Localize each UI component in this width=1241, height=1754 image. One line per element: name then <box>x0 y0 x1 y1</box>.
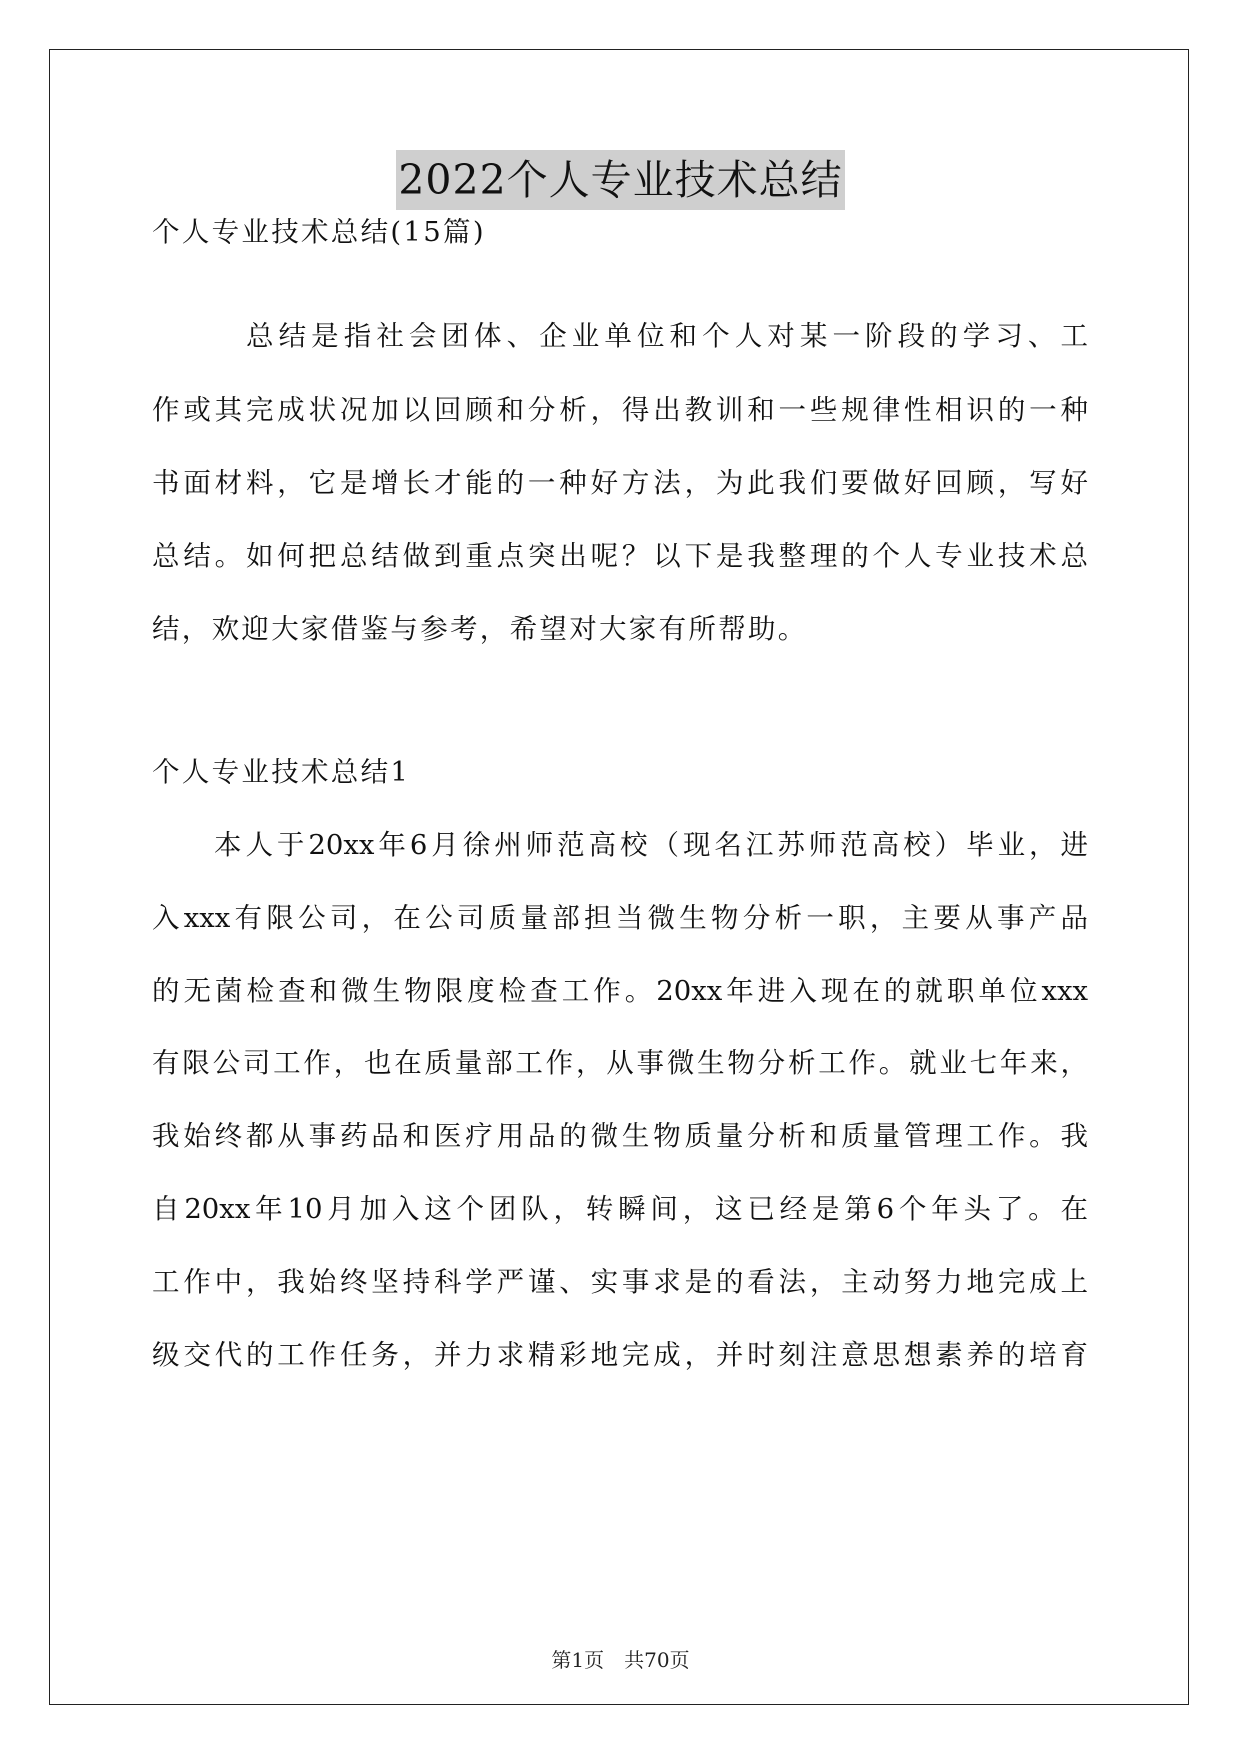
section-heading: 个人专业技术总结1 <box>152 756 411 788</box>
body-line: 本人于20xx年6月徐州师范高校（现名江苏师范高校）毕业，进 <box>214 829 1088 861</box>
document-subtitle: 个人专业技术总结(15篇) <box>152 216 486 248</box>
intro-line: 作或其完成状况加以回顾和分析，得出教训和一些规律性相识的一种 <box>152 394 1088 426</box>
body-line: 自20xx年10月加入这个团队，转瞬间，这已经是第6个年头了。在 <box>152 1193 1088 1225</box>
document-title <box>0 150 1241 210</box>
intro-line: 书面材料，它是增长才能的一种好方法，为此我们要做好回顾，写好 <box>152 467 1088 499</box>
intro-line: 总结是指社会团体、企业单位和个人对某一阶段的学习、工 <box>246 320 1088 352</box>
intro-line: 总结。如何把总结做到重点突出呢？以下是我整理的个人专业技术总 <box>152 540 1088 572</box>
page-footer: 第1页 共70页 <box>551 1648 690 1672</box>
body-line: 有限公司工作，也在质量部工作，从事微生物分析工作。就业七年来， <box>152 1047 1088 1079</box>
body-line: 入xxx有限公司，在公司质量部担当微生物分析一职，主要从事产品 <box>152 902 1088 934</box>
document-title-text: 2022个人专业技术总结 <box>396 150 844 210</box>
body-line: 工作中，我始终坚持科学严谨、实事求是的看法，主动努力地完成上 <box>152 1266 1088 1298</box>
body-line: 的无菌检查和微生物限度检查工作。20xx年进入现在的就职单位xxx <box>152 975 1088 1007</box>
page-border <box>49 49 1189 1705</box>
body-line: 我始终都从事药品和医疗用品的微生物质量分析和质量管理工作。我 <box>152 1120 1088 1152</box>
intro-line: 结，欢迎大家借鉴与参考，希望对大家有所帮助。 <box>152 613 808 645</box>
body-line: 级交代的工作任务，并力求精彩地完成，并时刻注意思想素养的培育 <box>152 1339 1088 1371</box>
